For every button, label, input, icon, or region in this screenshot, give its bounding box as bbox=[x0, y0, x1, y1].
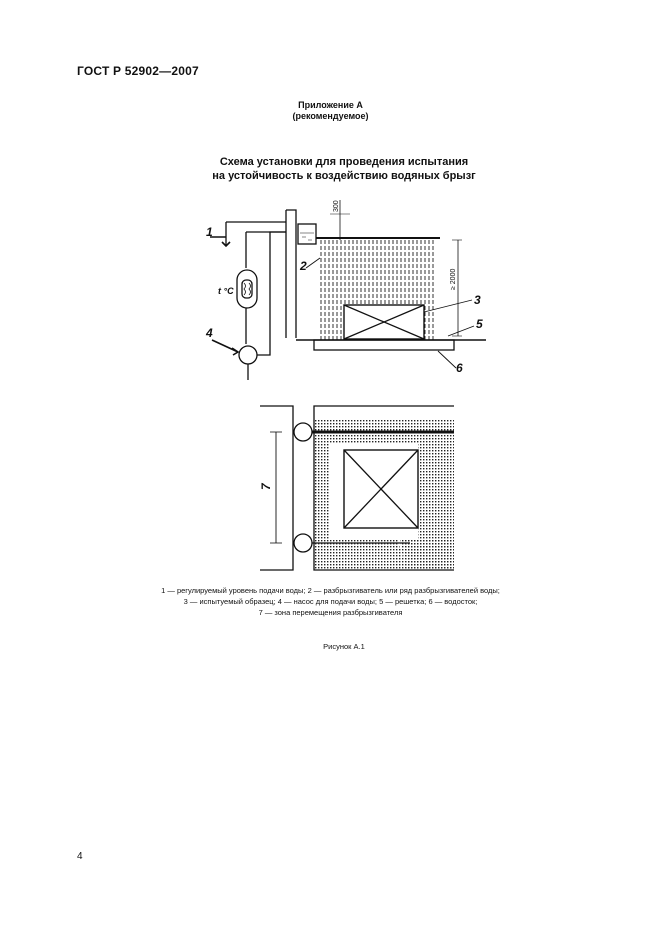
temperature-label: t °C bbox=[218, 286, 234, 296]
drain bbox=[314, 340, 454, 350]
label-2: 2 bbox=[300, 259, 307, 273]
label-1: 1 bbox=[206, 225, 213, 239]
appendix-title: Приложение А bbox=[298, 100, 363, 110]
sprayer-top bbox=[294, 423, 312, 441]
figure-title-line-2: на устойчивость к воздействию водяных брызг bbox=[212, 170, 476, 182]
dimension-2000: ≥ 2000 bbox=[450, 268, 457, 290]
label-6: 6 bbox=[456, 361, 463, 375]
top-view bbox=[260, 406, 454, 570]
arrow-1 bbox=[210, 237, 230, 246]
figure-title-line-1: Схема установки для проведения испытания bbox=[219, 156, 469, 168]
standard-code: ГОСТ Р 52902—2007 bbox=[77, 64, 199, 78]
label-5: 5 bbox=[476, 317, 483, 331]
water-tank bbox=[298, 224, 316, 244]
label-4: 4 bbox=[206, 326, 213, 340]
sprayer-bottom bbox=[294, 534, 312, 552]
pump-symbol bbox=[239, 346, 257, 364]
label-3: 3 bbox=[474, 293, 481, 307]
figure-label: Рисунок А.1 bbox=[323, 642, 365, 651]
arrow-4 bbox=[212, 340, 238, 355]
side-view bbox=[210, 200, 486, 380]
label-7: 7 bbox=[259, 483, 273, 490]
legend-line-2: 3 — испытуемый образец; 4 — насос для подачи воды; 5 — решетка; 6 — водосток; bbox=[183, 597, 478, 606]
dimension-300: 300 bbox=[333, 200, 340, 212]
appendix-status: (рекомендуемое) bbox=[292, 111, 369, 121]
page-number: 4 bbox=[77, 851, 83, 862]
standpipe bbox=[286, 210, 296, 338]
legend-line-3: 7 — зона перемещения разбрызгивателя bbox=[258, 608, 403, 617]
heater-symbol bbox=[237, 270, 257, 308]
legend-line-1: 1 — регулируемый уровень подачи воды; 2 — разбрызгиватель или ряд разбрызгивателей воды; bbox=[161, 586, 500, 595]
